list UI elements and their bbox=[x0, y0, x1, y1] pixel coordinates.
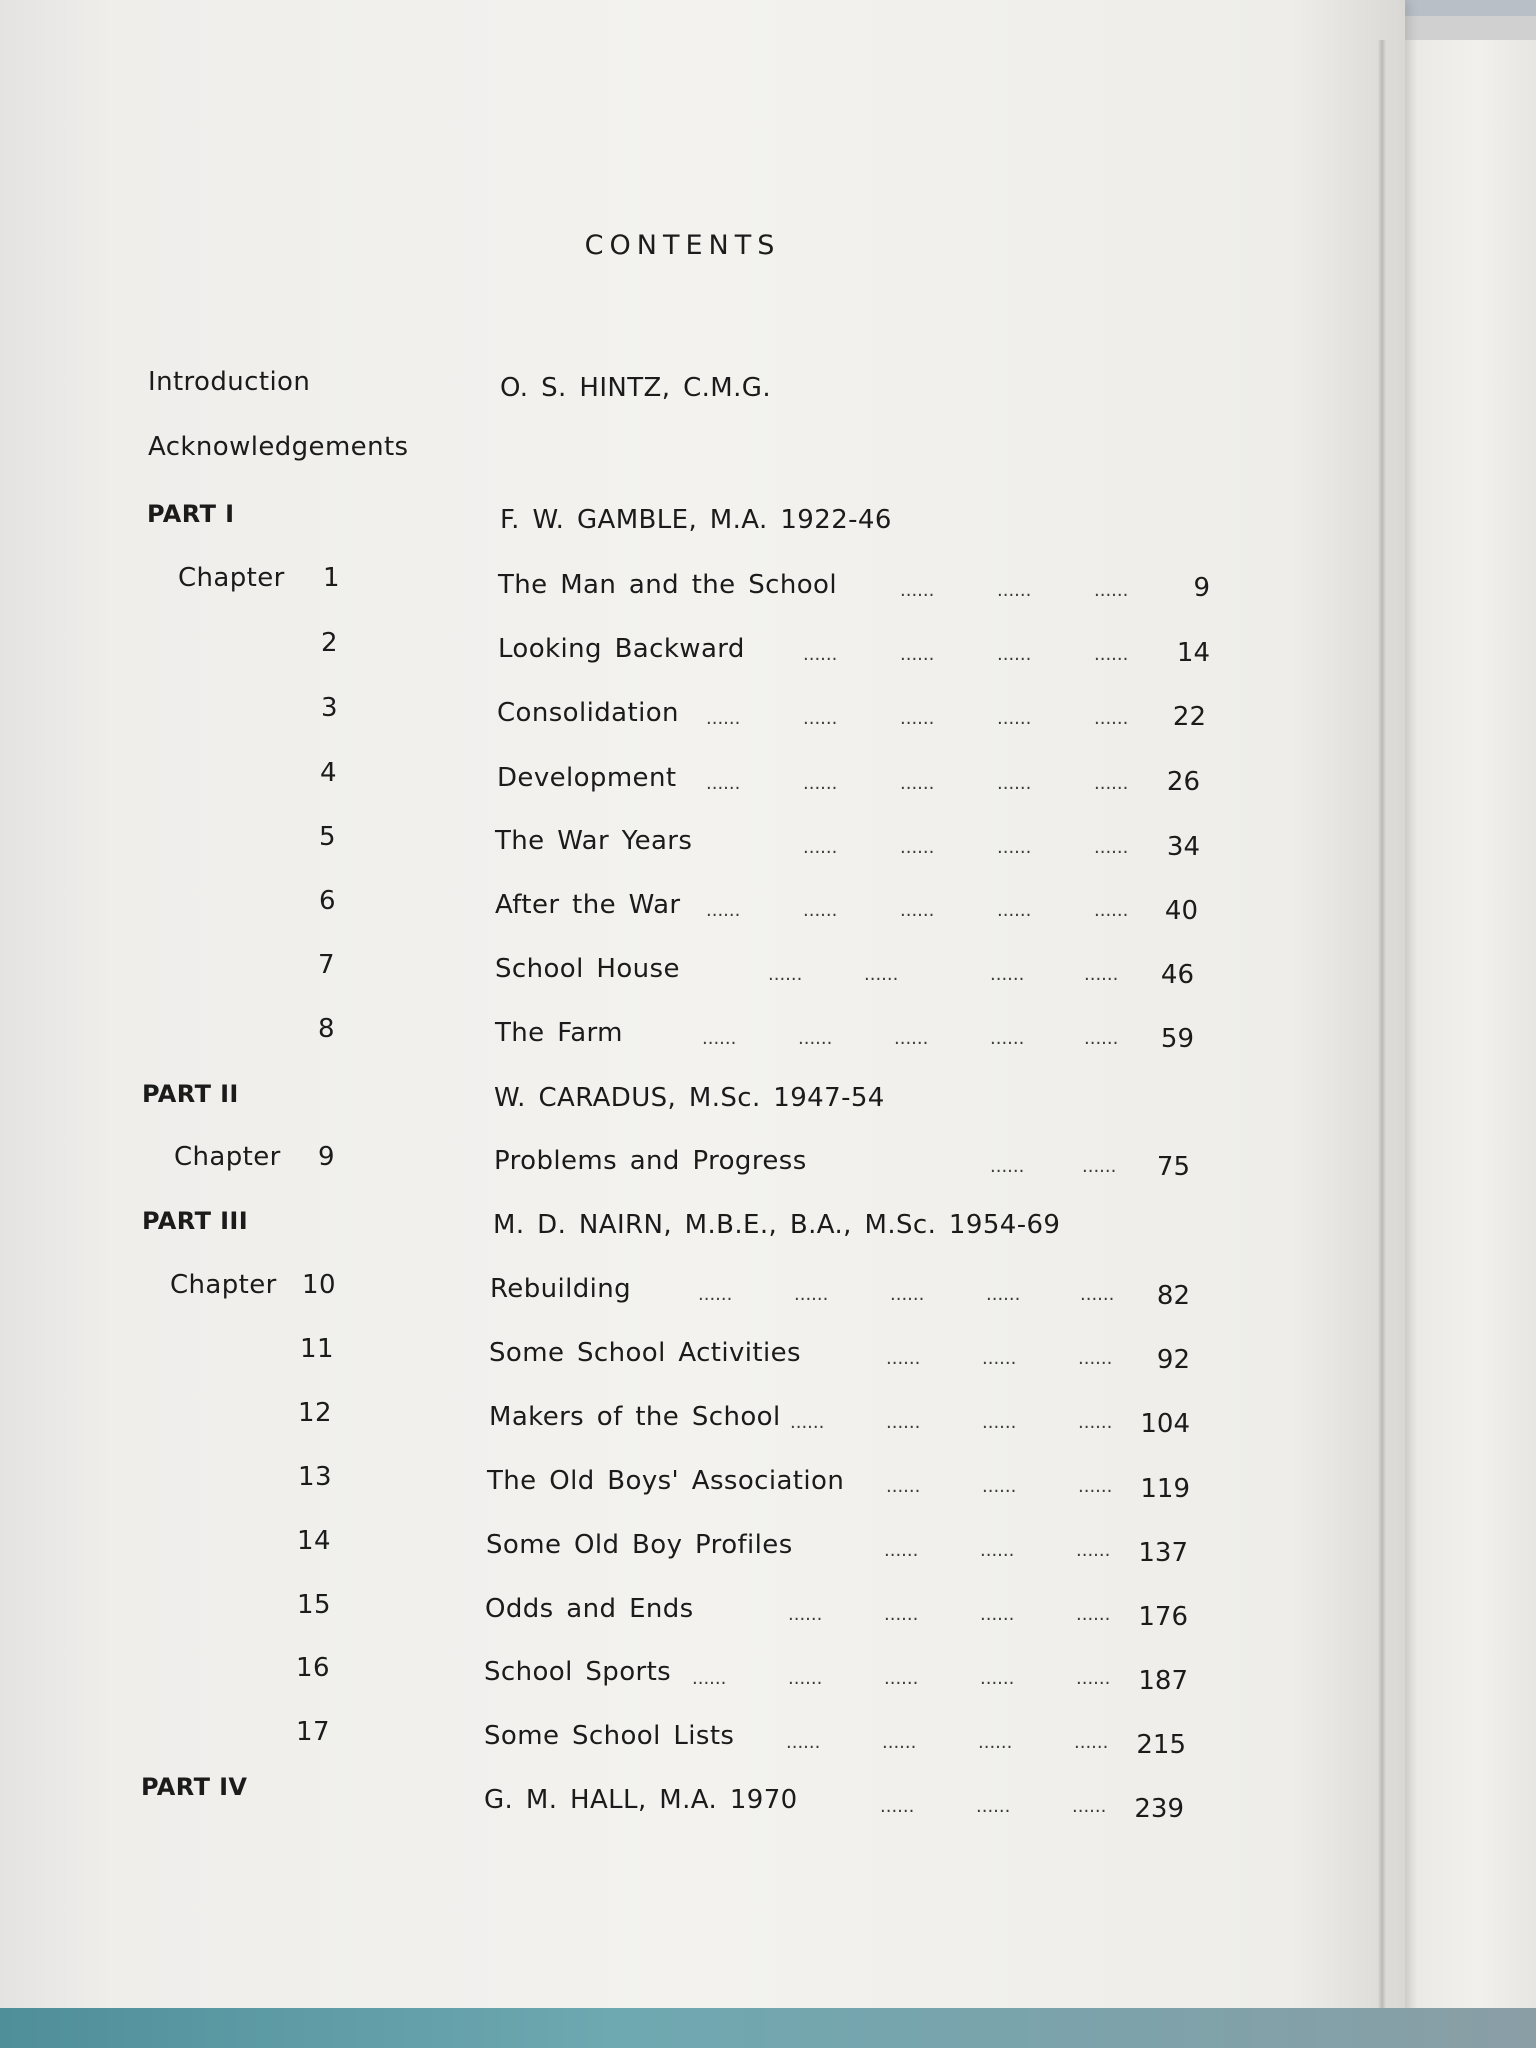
chapter-8-leader: ...... bbox=[702, 1028, 737, 1049]
chapter-2-page: 14 bbox=[1176, 638, 1210, 668]
chapter-14-leader: ...... bbox=[1076, 1540, 1111, 1561]
chapter-15-leader: ...... bbox=[788, 1604, 823, 1625]
chapter-12-number: 12 bbox=[298, 1398, 332, 1428]
chapter-2-number: 2 bbox=[321, 628, 338, 658]
part-3-label: PART III bbox=[142, 1207, 249, 1235]
chapter-12-leader: ...... bbox=[982, 1412, 1017, 1433]
chapter-3-leader: ...... bbox=[803, 708, 838, 729]
chapter-13-title: The Old Boys' Association bbox=[487, 1466, 845, 1496]
chapter-7-leader: ...... bbox=[1084, 964, 1119, 985]
chapter-10-leader: ...... bbox=[986, 1284, 1021, 1305]
chapter-14-title: Some Old Boy Profiles bbox=[486, 1530, 793, 1560]
chapter-8-page: 59 bbox=[1160, 1024, 1194, 1054]
chapter-10-leader: ...... bbox=[698, 1284, 733, 1305]
chapter-6-leader: ...... bbox=[900, 900, 935, 921]
chapter-2-leader: ...... bbox=[997, 644, 1032, 665]
part-1-chapter-word: Chapter bbox=[178, 563, 285, 593]
chapter-17-title: Some School Lists bbox=[484, 1721, 735, 1751]
chapter-15-title: Odds and Ends bbox=[485, 1594, 694, 1624]
chapter-16-leader: ...... bbox=[1076, 1668, 1111, 1689]
chapter-15-leader: ...... bbox=[980, 1604, 1015, 1625]
chapter-2-leader: ...... bbox=[803, 644, 838, 665]
part-4-leader: ...... bbox=[976, 1796, 1011, 1817]
part-4-head: G. M. HALL, M.A. 1970 bbox=[484, 1785, 798, 1815]
part-2-label: PART II bbox=[142, 1080, 239, 1108]
chapter-16-leader: ...... bbox=[692, 1668, 727, 1689]
part-1-head: F. W. GAMBLE, M.A. 1922-46 bbox=[500, 505, 892, 535]
chapter-1-title: The Man and the School bbox=[498, 570, 837, 600]
chapter-10-page: 82 bbox=[1156, 1281, 1190, 1311]
chapter-9-page: 75 bbox=[1156, 1152, 1190, 1182]
backdrop-bottom bbox=[0, 2008, 1536, 2048]
chapter-9-leader: ...... bbox=[1082, 1156, 1117, 1177]
chapter-5-number: 5 bbox=[319, 822, 336, 852]
chapter-3-page: 22 bbox=[1172, 702, 1206, 732]
part-2-chapter-word: Chapter bbox=[174, 1142, 281, 1172]
chapter-5-leader: ...... bbox=[997, 837, 1032, 858]
chapter-3-number: 3 bbox=[321, 693, 338, 723]
chapter-4-page: 26 bbox=[1166, 767, 1200, 797]
chapter-6-title: After the War bbox=[495, 890, 681, 920]
chapter-8-leader: ...... bbox=[894, 1028, 929, 1049]
chapter-7-leader: ...... bbox=[864, 964, 899, 985]
chapter-17-number: 17 bbox=[296, 1717, 330, 1747]
chapter-7-leader: ...... bbox=[990, 964, 1025, 985]
chapter-6-leader: ...... bbox=[706, 900, 741, 921]
chapter-9-leader: ...... bbox=[990, 1156, 1025, 1177]
chapter-4-leader: ...... bbox=[803, 773, 838, 794]
chapter-11-title: Some School Activities bbox=[489, 1338, 801, 1368]
introduction-author: O. S. HINTZ, C.M.G. bbox=[500, 373, 771, 403]
chapter-16-leader: ...... bbox=[980, 1668, 1015, 1689]
chapter-16-number: 16 bbox=[296, 1653, 330, 1683]
contents-heading: CONTENTS bbox=[584, 230, 781, 261]
chapter-11-leader: ...... bbox=[982, 1348, 1017, 1369]
chapter-17-leader: ...... bbox=[786, 1732, 821, 1753]
chapter-5-leader: ...... bbox=[900, 837, 935, 858]
chapter-6-leader: ...... bbox=[803, 900, 838, 921]
chapter-7-title: School House bbox=[495, 954, 680, 984]
chapter-11-leader: ...... bbox=[886, 1348, 921, 1369]
chapter-10-leader: ...... bbox=[794, 1284, 829, 1305]
chapter-12-leader: ...... bbox=[790, 1412, 825, 1433]
chapter-12-title: Makers of the School bbox=[489, 1402, 781, 1432]
chapter-13-leader: ...... bbox=[886, 1476, 921, 1497]
part-4-leader: ...... bbox=[1072, 1796, 1107, 1817]
chapter-11-page: 92 bbox=[1156, 1345, 1190, 1375]
chapter-13-page: 119 bbox=[1140, 1474, 1190, 1504]
chapter-17-leader: ...... bbox=[1074, 1732, 1109, 1753]
chapter-3-leader: ...... bbox=[706, 708, 741, 729]
chapter-6-leader: ...... bbox=[1094, 900, 1129, 921]
chapter-3-title: Consolidation bbox=[497, 698, 679, 728]
page-gutter bbox=[1378, 40, 1386, 2030]
chapter-12-leader: ...... bbox=[1078, 1412, 1113, 1433]
chapter-14-page: 137 bbox=[1138, 1538, 1188, 1568]
chapter-12-leader: ...... bbox=[886, 1412, 921, 1433]
chapter-15-page: 176 bbox=[1138, 1602, 1188, 1632]
chapter-1-leader: ...... bbox=[1094, 580, 1129, 601]
chapter-4-leader: ...... bbox=[900, 773, 935, 794]
chapter-10-number: 10 bbox=[302, 1270, 336, 1300]
introduction-label: Introduction bbox=[148, 367, 311, 397]
chapter-1-leader: ...... bbox=[997, 580, 1032, 601]
chapter-8-title: The Farm bbox=[495, 1018, 623, 1048]
chapter-15-number: 15 bbox=[297, 1590, 331, 1620]
chapter-7-number: 7 bbox=[318, 950, 335, 980]
part-3-chapter-word: Chapter bbox=[170, 1270, 277, 1300]
chapter-4-leader: ...... bbox=[1094, 773, 1129, 794]
chapter-10-leader: ...... bbox=[1080, 1284, 1115, 1305]
chapter-17-page: 215 bbox=[1136, 1730, 1186, 1760]
chapter-8-number: 8 bbox=[318, 1014, 335, 1044]
chapter-16-leader: ...... bbox=[788, 1668, 823, 1689]
chapter-11-leader: ...... bbox=[1078, 1348, 1113, 1369]
facing-page bbox=[1392, 40, 1536, 2030]
chapter-13-leader: ...... bbox=[1078, 1476, 1113, 1497]
chapter-1-leader: ...... bbox=[900, 580, 935, 601]
chapter-13-number: 13 bbox=[298, 1462, 332, 1492]
chapter-10-leader: ...... bbox=[890, 1284, 925, 1305]
chapter-2-title: Looking Backward bbox=[498, 634, 745, 664]
chapter-6-page: 40 bbox=[1164, 896, 1198, 926]
chapter-4-leader: ...... bbox=[706, 773, 741, 794]
chapter-15-leader: ...... bbox=[1076, 1604, 1111, 1625]
chapter-3-leader: ...... bbox=[900, 708, 935, 729]
chapter-8-leader: ...... bbox=[990, 1028, 1025, 1049]
chapter-7-page: 46 bbox=[1160, 960, 1194, 990]
chapter-5-leader: ...... bbox=[803, 837, 838, 858]
chapter-10-title: Rebuilding bbox=[490, 1274, 632, 1304]
chapter-6-number: 6 bbox=[319, 886, 336, 916]
chapter-11-number: 11 bbox=[300, 1334, 334, 1364]
part-4-leader: ...... bbox=[880, 1796, 915, 1817]
chapter-8-leader: ...... bbox=[798, 1028, 833, 1049]
chapter-4-leader: ...... bbox=[997, 773, 1032, 794]
chapter-16-title: School Sports bbox=[484, 1657, 672, 1687]
chapter-5-title: The War Years bbox=[495, 826, 693, 856]
chapter-3-leader: ...... bbox=[1094, 708, 1129, 729]
chapter-7-leader: ...... bbox=[768, 964, 803, 985]
chapter-14-leader: ...... bbox=[980, 1540, 1015, 1561]
acknowledgements-label: Acknowledgements bbox=[148, 432, 409, 462]
chapter-9-title: Problems and Progress bbox=[494, 1146, 807, 1176]
part-4-page: 239 bbox=[1134, 1794, 1184, 1824]
chapter-2-leader: ...... bbox=[900, 644, 935, 665]
part-4-label: PART IV bbox=[141, 1773, 248, 1801]
chapter-1-page: 9 bbox=[1193, 573, 1210, 603]
part-1-label: PART I bbox=[147, 500, 235, 528]
chapter-1-number: 1 bbox=[323, 563, 340, 593]
chapter-17-leader: ...... bbox=[882, 1732, 917, 1753]
chapter-14-leader: ...... bbox=[884, 1540, 919, 1561]
chapter-16-leader: ...... bbox=[884, 1668, 919, 1689]
chapter-9-number: 9 bbox=[318, 1142, 335, 1172]
part-3-head: M. D. NAIRN, M.B.E., B.A., M.Sc. 1954-69 bbox=[493, 1210, 1061, 1240]
chapter-6-leader: ...... bbox=[997, 900, 1032, 921]
chapter-5-leader: ...... bbox=[1094, 837, 1129, 858]
chapter-5-page: 34 bbox=[1166, 832, 1200, 862]
chapter-14-number: 14 bbox=[297, 1526, 331, 1556]
chapter-13-leader: ...... bbox=[982, 1476, 1017, 1497]
chapter-16-page: 187 bbox=[1138, 1666, 1188, 1696]
chapter-8-leader: ...... bbox=[1084, 1028, 1119, 1049]
chapter-17-leader: ...... bbox=[978, 1732, 1013, 1753]
chapter-3-leader: ...... bbox=[997, 708, 1032, 729]
chapter-4-number: 4 bbox=[320, 758, 337, 788]
chapter-4-title: Development bbox=[497, 763, 677, 793]
chapter-15-leader: ...... bbox=[884, 1604, 919, 1625]
part-2-head: W. CARADUS, M.Sc. 1947-54 bbox=[494, 1083, 885, 1113]
chapter-2-leader: ...... bbox=[1094, 644, 1129, 665]
chapter-12-page: 104 bbox=[1140, 1409, 1190, 1439]
